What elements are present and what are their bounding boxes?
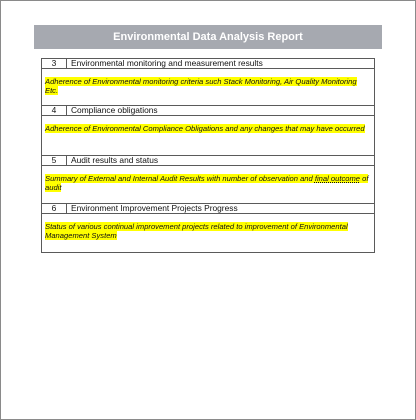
section-body-row — [42, 116, 375, 156]
section-number: 3 — [42, 59, 67, 69]
section-number: 4 — [42, 106, 67, 116]
section-body-text: Adherence of Environmental Compliance Obligations and any changes that may have occurred — [45, 124, 365, 133]
section-body-text — [45, 174, 368, 192]
section-body-row — [42, 166, 375, 204]
section-body-cell[interactable] — [42, 214, 375, 253]
body-text-after: of audit — [45, 174, 369, 192]
section-heading: Compliance obligations — [67, 106, 375, 116]
section-header-row — [42, 156, 375, 166]
body-text-before: Summary of External and Internal Audit Results with number of observation and — [45, 174, 315, 183]
section-heading: Environment Improvement Projects Progress — [67, 204, 375, 214]
section-body-cell[interactable] — [42, 116, 375, 156]
section-header-row — [42, 59, 375, 69]
section-header-row — [42, 204, 375, 214]
section-heading: Environmental monitoring and measurement results — [67, 59, 375, 69]
section-body-cell[interactable] — [42, 69, 375, 106]
section-body-row — [42, 69, 375, 106]
section-body-text: Adherence of Environmental monitoring criteria such Stack Monitoring, Air Quality Monitoring Etc. — [45, 77, 357, 95]
section-header-row — [42, 106, 375, 116]
section-number: 6 — [42, 204, 67, 214]
body-text-underlined: final outcome — [314, 174, 361, 183]
section-body-cell[interactable] — [42, 166, 375, 204]
report-title: Environmental Data Analysis Report — [34, 25, 382, 49]
section-body-row — [42, 214, 375, 253]
report-table — [41, 58, 375, 253]
section-heading: Audit results and status — [67, 156, 375, 166]
section-number: 5 — [42, 156, 67, 166]
section-body-text: Status of various continual improvement projects related to improvement of Environmental Management System — [45, 222, 348, 240]
